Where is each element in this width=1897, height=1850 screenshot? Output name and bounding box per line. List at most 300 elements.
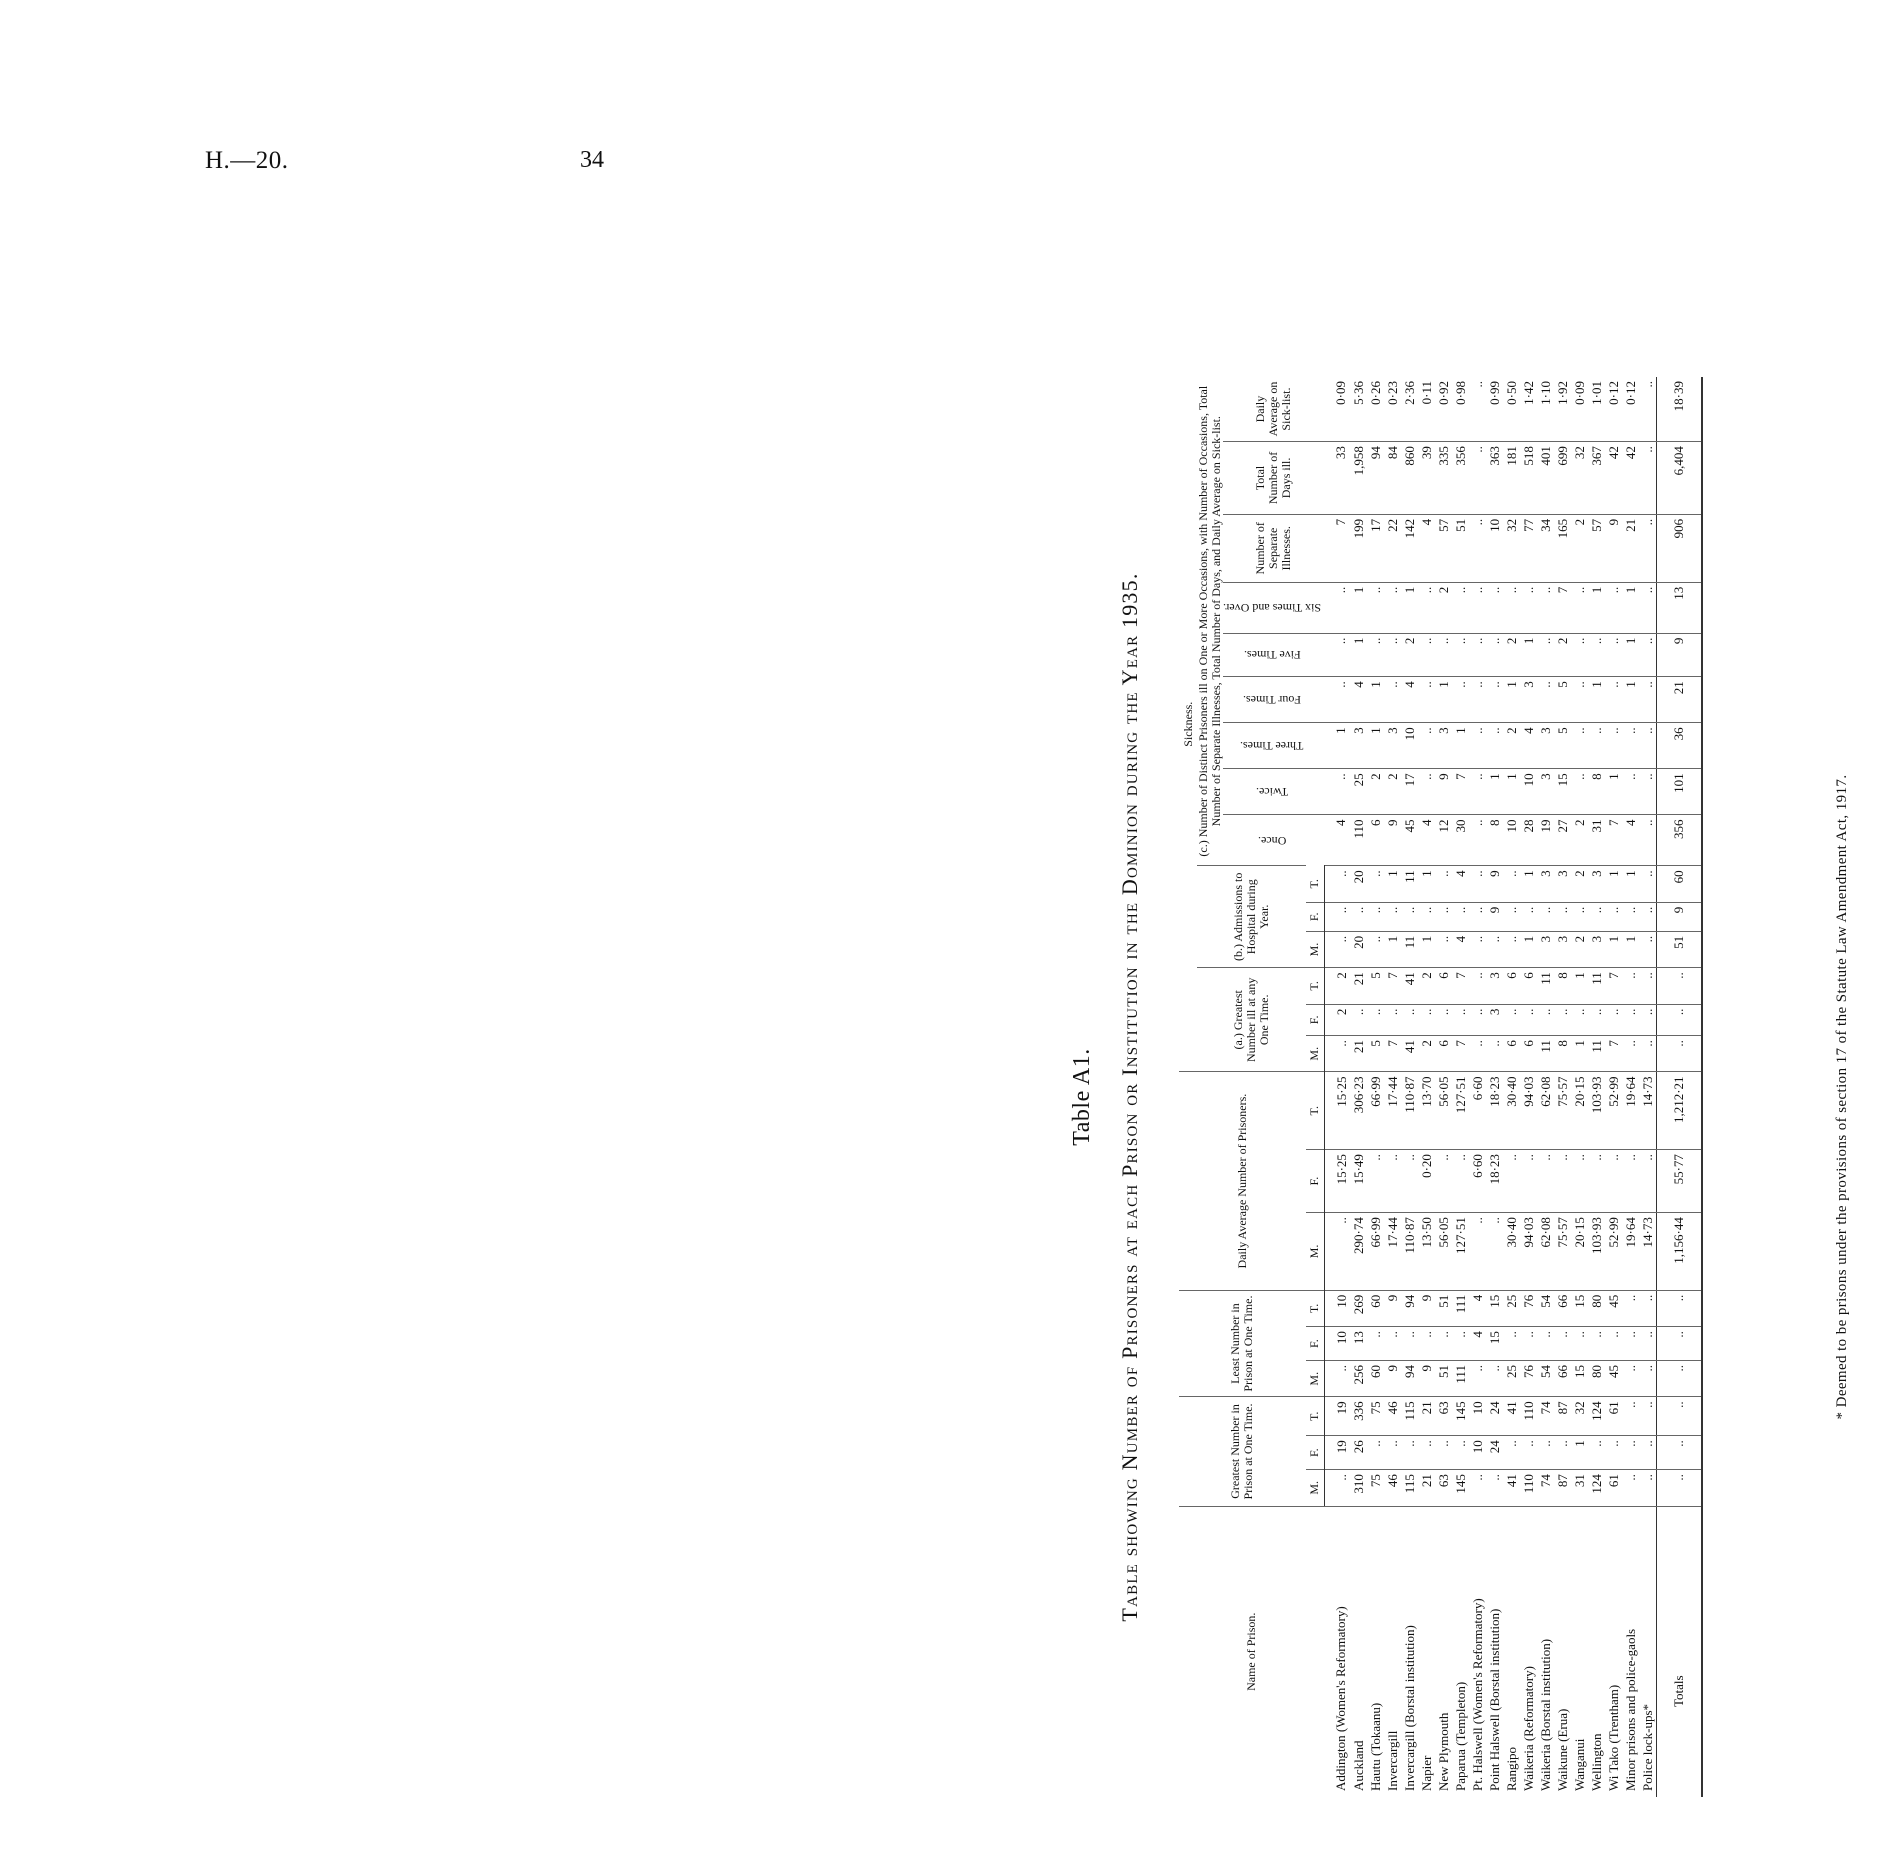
table-cell: .. [1588,1150,1605,1213]
table-cell: .. [1469,1036,1486,1072]
table-cell: 75·57 [1554,1072,1571,1150]
table-cell: .. [1469,723,1486,769]
table-cell: .. [1571,1150,1588,1213]
prison-name: Point Halswell (Borstal institution) [1486,1506,1503,1797]
page-code: H.—20. [205,147,289,174]
table-cell: 63 [1435,1470,1452,1506]
table-cell: 15·25 [1324,1150,1350,1213]
table-cell: 15·49 [1350,1150,1367,1213]
table-cell: .. [1656,1036,1702,1072]
table-cell: 94·03 [1520,1213,1537,1291]
table-cell: .. [1350,1004,1367,1036]
table-cell: 66·99 [1367,1213,1384,1291]
table-cell: 94 [1367,442,1384,515]
table-cell: 75 [1367,1397,1384,1436]
table-cell: 7 [1384,1036,1401,1072]
table-cell: .. [1367,866,1384,902]
table-cell: .. [1469,582,1486,633]
table-cell: 5 [1554,723,1571,769]
table-cell: .. [1537,1327,1554,1361]
table-cell: 14·73 [1639,1072,1657,1150]
table-cell: .. [1469,931,1486,967]
table-cell: 13·70 [1418,1072,1435,1150]
table-cell: 1 [1622,677,1639,723]
table-cell: 3 [1537,769,1554,815]
table-cell: .. [1324,902,1350,931]
table-cell: 1 [1418,931,1435,967]
prison-name: Waikune (Erua) [1554,1506,1571,1797]
table-cell: 2 [1367,769,1384,815]
table-cell: 1,156·44 [1656,1213,1702,1291]
table-cell: .. [1401,1436,1418,1470]
table-cell: .. [1469,902,1486,931]
table-cell: 335 [1435,442,1452,515]
table-cell: 31 [1571,1470,1588,1506]
table-cell: 62·08 [1537,1213,1554,1291]
header-twice: Twice. [1223,769,1324,815]
table-cell: .. [1554,902,1571,931]
table-cell: 7 [1605,968,1622,1004]
table-cell: .. [1605,1004,1622,1036]
prison-name: Minor prisons and police-gaols [1622,1506,1639,1797]
table-row [1486,377,1503,1797]
table-cell: 4 [1622,815,1639,866]
table-cell: .. [1571,633,1588,677]
table-cell: .. [1503,902,1520,931]
table-cell: 1·01 [1588,381,1604,405]
table-cell: 1 [1324,723,1350,769]
table-cell: .. [1418,582,1435,633]
table-cell: 10 [1486,514,1503,582]
table-cell: .. [1486,582,1503,633]
table-cell: 75 [1367,1470,1384,1506]
table-cell: 5 [1367,1036,1384,1072]
table-cell: 41 [1401,1036,1418,1072]
table-cell: .. [1452,1150,1469,1213]
table-cell: 103·93 [1588,1213,1605,1291]
table-cell: .. [1469,633,1486,677]
table-cell: .. [1367,902,1384,931]
table-cell: 518 [1520,442,1537,515]
table-cell: 21 [1656,677,1702,723]
table-cell: 9 [1418,1290,1435,1326]
table-cell: 4 [1350,677,1367,723]
table-cell: .. [1452,1327,1469,1361]
table-cell: 41 [1503,1470,1520,1506]
table-row [1503,377,1520,1797]
table-cell: .. [1639,1290,1657,1326]
table-cell: 127·51 [1452,1072,1469,1150]
table-cell: .. [1639,1327,1657,1361]
table-cell: 54 [1537,1361,1554,1397]
table-cell: 60 [1656,866,1702,902]
table-cell: .. [1469,514,1486,582]
table-cell: .. [1588,1004,1605,1036]
table-cell: .. [1435,902,1452,931]
table-cell: 80 [1588,1290,1605,1326]
table-cell: 3 [1588,931,1605,967]
table-cell: 19 [1324,1436,1350,1470]
table-cell: .. [1469,815,1486,866]
table-cell: .. [1452,677,1469,723]
table-cell: 1·42 [1520,381,1536,405]
table-cell: 30 [1452,815,1469,866]
table-cell: 45 [1605,1290,1622,1326]
table-cell: 10 [1520,769,1537,815]
table-cell: .. [1605,1150,1622,1213]
table-cell: .. [1486,677,1503,723]
table-cell: 142 [1401,514,1418,582]
table-row [1622,377,1639,1797]
table-cell: .. [1622,1327,1639,1361]
table-cell: 6 [1435,968,1452,1004]
header-f: F. [1306,1004,1325,1036]
table-cell: 26 [1350,1436,1367,1470]
table-cell: 94 [1401,1361,1418,1397]
table-cell: 124 [1588,1470,1605,1506]
header-separate-illnesses: Number of Separate Illnesses. [1223,514,1324,582]
table-cell: 3 [1537,866,1554,902]
header-daily: Daily Average Number of Prisoners. [1179,1072,1306,1290]
table-cell: .. [1367,1004,1384,1036]
table-cell: 6·60 [1469,1072,1486,1150]
table-cell: 9 [1486,902,1503,931]
table-cell: 5 [1554,677,1571,723]
table-cell: 3 [1350,723,1367,769]
table-cell: 52·99 [1605,1072,1622,1150]
table-cell: 2 [1418,1036,1435,1072]
table-row [1520,377,1537,1797]
table-cell: 1 [1401,582,1418,633]
table-row [1554,377,1571,1797]
table-cell: 33 [1324,442,1350,515]
table-cell: 51 [1452,514,1469,582]
table-cell: 1 [1622,582,1639,633]
table-row [1401,377,1418,1797]
table-cell: 84 [1384,442,1401,515]
table-cell: 10 [1469,1436,1486,1470]
table-cell: 66 [1554,1361,1571,1397]
table-cell: 401 [1537,442,1554,515]
table-cell: 336 [1350,1397,1367,1436]
table-cell: 13·50 [1418,1213,1435,1291]
table-cell: 1·10 [1537,381,1553,405]
table-cell: .. [1401,1004,1418,1036]
header-m: M. [1306,1036,1325,1072]
table-cell: .. [1656,1397,1702,1436]
table-cell: 56·05 [1435,1213,1452,1291]
table-cell: 76 [1520,1290,1537,1326]
table-cell: .. [1554,1327,1571,1361]
table-cell: .. [1639,866,1657,902]
table-cell: 3 [1486,1004,1503,1036]
table-cell: 6 [1503,1036,1520,1072]
table-cell: .. [1656,1470,1702,1506]
table-cell: .. [1469,1470,1486,1506]
table-cell: .. [1503,931,1520,967]
table-cell: .. [1571,723,1588,769]
table-cell: .. [1469,769,1486,815]
table-cell: 10 [1401,723,1418,769]
prison-name: Waikeria (Borstal institution) [1537,1506,1554,1797]
table-row [1324,377,1350,1797]
table-cell: .. [1639,1397,1657,1436]
table-cell: 2 [1324,1004,1350,1036]
table-cell: 32 [1571,1397,1588,1436]
table-cell: 66 [1554,1290,1571,1326]
table-cell: .. [1605,582,1622,633]
table-cell: 7 [1554,582,1571,633]
table-cell: .. [1503,1004,1520,1036]
table-cell: .. [1367,931,1384,967]
table-cell: .. [1418,677,1435,723]
table-cell: .. [1605,723,1622,769]
table-cell: 1 [1503,769,1520,815]
table-cell: .. [1324,677,1350,723]
table-cell: 306·23 [1350,1072,1367,1150]
table-cell: 6 [1520,968,1537,1004]
header-name: Name of Prison. [1179,1506,1324,1797]
table-cell: 9 [1418,1361,1435,1397]
table-cell: .. [1469,1213,1486,1291]
table-cell: .. [1588,633,1605,677]
table-cell: 15 [1571,1290,1588,1326]
table-row [1384,377,1401,1797]
table-cell: 20 [1350,931,1367,967]
table-cell: 3 [1435,723,1452,769]
table-cell: .. [1469,968,1486,1004]
table-cell: 110 [1520,1397,1537,1436]
table-cell: 2 [1435,582,1452,633]
table-cell: .. [1520,1004,1537,1036]
table-cell: 15 [1571,1361,1588,1397]
table-cell: 0·98 [1452,381,1468,405]
table-cell: 1 [1367,723,1384,769]
table-cell: 356 [1656,815,1702,866]
table-cell: .. [1571,1004,1588,1036]
table-cell: 57 [1588,514,1605,582]
prison-name: Paparua (Templeton) [1452,1506,1469,1797]
table-cell: .. [1639,1361,1657,1397]
table-cell: 1 [1503,677,1520,723]
table-cell: 15 [1554,769,1571,815]
table-cell: 15 [1486,1327,1503,1361]
header-greatest-ill: (a.) Greatest Number ill at any One Time. [1197,968,1306,1072]
prison-name: Invercargill (Borstal institution) [1401,1506,1418,1797]
header-five-times: Five Times. [1223,633,1324,677]
table-cell: 0·20 [1418,1150,1435,1213]
table-cell: .. [1656,1327,1702,1361]
header-three-times: Three Times. [1223,723,1324,769]
table-cell: .. [1324,931,1350,967]
table-cell: .. [1639,514,1657,582]
table-cell: .. [1418,633,1435,677]
table-cell: .. [1418,902,1435,931]
table-cell: 110·87 [1401,1072,1418,1150]
table-cell: 3 [1554,931,1571,967]
table-cell: 61 [1605,1470,1622,1506]
table-cell: 17·44 [1384,1072,1401,1150]
table-cell: .. [1639,968,1657,1004]
prison-name: New Plymouth [1435,1506,1452,1797]
table-cell: 8 [1486,815,1503,866]
table-cell: .. [1435,633,1452,677]
table-cell: 87 [1554,1397,1571,1436]
table-cell: 1 [1520,633,1537,677]
table-cell: 25 [1503,1290,1520,1326]
table-cell: 30·40 [1503,1213,1520,1291]
table-cell: 4 [1452,866,1469,902]
table-cell: 1 [1588,677,1605,723]
table-cell: .. [1571,902,1588,931]
table-cell: 13 [1350,1327,1367,1361]
table-cell: 17 [1367,514,1384,582]
table-cell: .. [1639,1150,1657,1213]
table-cell: .. [1520,1327,1537,1361]
table-cell: 75·57 [1554,1213,1571,1291]
table-cell: 103·93 [1588,1072,1605,1150]
table-cell: 7 [1452,968,1469,1004]
table-cell: 11 [1537,1036,1554,1072]
table-cell: .. [1384,677,1401,723]
table-cell: .. [1520,1150,1537,1213]
table-cell: .. [1418,1436,1435,1470]
header-once: Once. [1223,815,1324,866]
table-cell: 17 [1401,769,1418,815]
table-cell: 32 [1571,442,1588,515]
header-m: M. [1306,1470,1325,1506]
table-cell: .. [1605,1436,1622,1470]
table-cell: 127·51 [1452,1213,1469,1291]
table-cell: .. [1622,1397,1639,1436]
table-cell: 74 [1537,1470,1554,1506]
table-cell: 9 [1384,1361,1401,1397]
table-cell: 31 [1588,815,1605,866]
header-four-times: Four Times. [1223,677,1324,723]
table-cell: .. [1571,677,1588,723]
table-cell: 290·74 [1350,1213,1367,1291]
table-cell: 42 [1605,442,1622,515]
table-cell: .. [1622,1470,1639,1506]
table-cell: .. [1656,1436,1702,1470]
table-cell: 1 [1384,931,1401,967]
table-cell: .. [1520,902,1537,931]
table-cell: 165 [1554,514,1571,582]
prison-name: Pt. Halswell (Women's Reformatory) [1469,1506,1486,1797]
table-cell: .. [1486,1036,1503,1072]
table-cell: 0·23 [1384,381,1400,405]
table-cell: 7 [1452,769,1469,815]
table-cell: 1 [1520,931,1537,967]
table-cell: .. [1384,1150,1401,1213]
table-cell: 21 [1350,1036,1367,1072]
table-cell: .. [1418,769,1435,815]
table-cell: 94·03 [1520,1072,1537,1150]
table-cell: 62·08 [1537,1072,1554,1150]
table-cell: .. [1537,633,1554,677]
table-cell: .. [1588,902,1605,931]
table-cell: .. [1452,582,1469,633]
table-cell: 1·92 [1554,381,1570,405]
header-f: F. [1306,1327,1325,1361]
table-cell: 6 [1367,815,1384,866]
table-cell: .. [1486,633,1503,677]
table-cell: .. [1435,1327,1452,1361]
table-cell: 367 [1588,442,1605,515]
table-cell: 1 [1520,866,1537,902]
table-cell: 2 [1324,968,1350,1004]
table-cell: 0·09 [1333,381,1349,405]
table-cell: 269 [1350,1290,1367,1326]
table-cell: 1 [1605,769,1622,815]
header-m: M. [1306,1213,1325,1291]
prison-name: Wanganui [1571,1506,1588,1797]
table-cell: .. [1435,866,1452,902]
table-cell: 4 [1452,931,1469,967]
table-cell: .. [1639,1004,1657,1036]
table-cell: 3 [1384,723,1401,769]
table-cell: 1 [1350,582,1367,633]
table-cell: .. [1622,1436,1639,1470]
table-cell: 115 [1401,1397,1418,1436]
table-row [1367,377,1384,1797]
table-cell: 145 [1452,1470,1469,1506]
table-cell: .. [1554,1436,1571,1470]
table-cell: 76 [1520,1361,1537,1397]
table-cell: .. [1486,723,1503,769]
table-cell: 2 [1571,514,1588,582]
table-cell: 6,404 [1656,442,1702,515]
table-cell: .. [1656,1361,1702,1397]
table-cell: .. [1554,1004,1571,1036]
table-cell: 24 [1486,1397,1503,1436]
table-cell: 14·73 [1639,1213,1657,1291]
table-cell: 21 [1350,968,1367,1004]
table-cell: .. [1503,1150,1520,1213]
table-cell: .. [1350,902,1367,931]
table-cell: .. [1639,582,1657,633]
table-cell: 1 [1571,1436,1588,1470]
table-cell: .. [1486,1361,1503,1397]
table-cell: 94 [1401,1290,1418,1326]
table-cell: 20 [1350,866,1367,902]
table-cell: 60 [1367,1361,1384,1397]
table-cell: 0·09 [1571,381,1587,405]
table-cell: 2 [1554,633,1571,677]
prison-name: Wi Tako (Trentham) [1605,1506,1622,1797]
table-cell: 41 [1401,968,1418,1004]
table-cell: 11 [1401,866,1418,902]
table-cell: .. [1418,1327,1435,1361]
table-cell: 7 [1605,815,1622,866]
table-cell: 20·15 [1571,1213,1588,1291]
table-cell: .. [1486,931,1503,967]
table-cell: .. [1656,1004,1702,1036]
table-cell: .. [1367,1150,1384,1213]
table-cell: 8 [1588,769,1605,815]
table-cell: .. [1324,1361,1350,1397]
table-cell: 1 [1588,582,1605,633]
table-cell: .. [1367,1327,1384,1361]
table-cell: 2 [1571,866,1588,902]
table-cell: 145 [1452,1397,1469,1436]
table-cell: .. [1384,1004,1401,1036]
table-cell: 15 [1486,1290,1503,1326]
table-row [1418,377,1435,1797]
table-cell: .. [1503,866,1520,902]
table-cell: 25 [1503,1361,1520,1397]
table-cell: 3 [1486,968,1503,1004]
